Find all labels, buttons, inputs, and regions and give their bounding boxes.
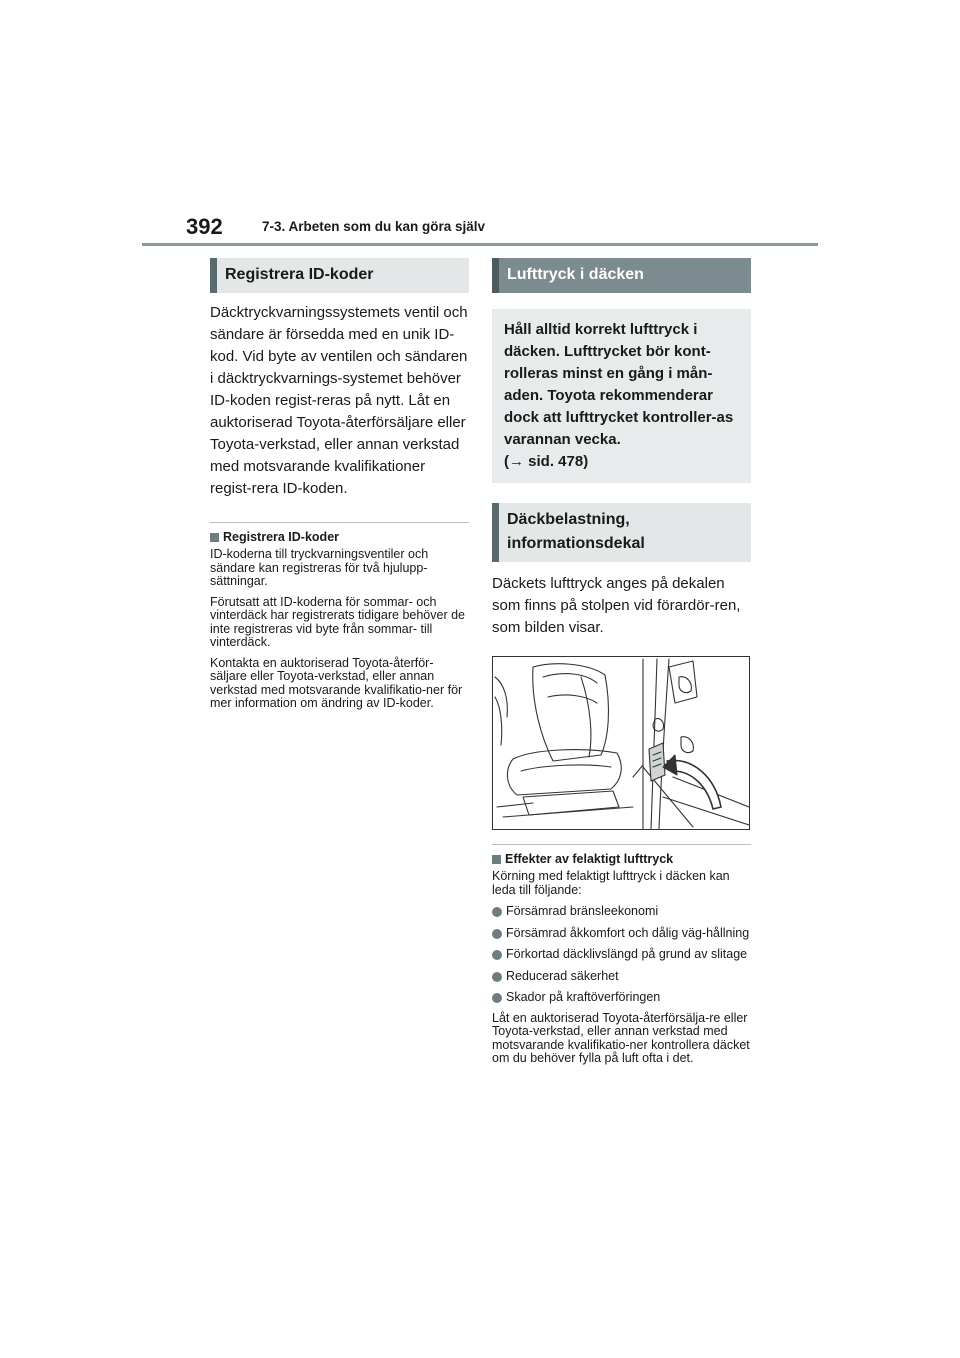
bullet-item (492, 927, 751, 941)
round-bullet-icon (492, 993, 502, 1003)
round-bullet-icon (492, 907, 502, 917)
section-heading-registrera: Registrera ID-koder (210, 258, 469, 293)
round-bullet-icon (492, 929, 502, 939)
callout-page-ref[interactable]: (→ sid. 478) (504, 453, 589, 470)
chapter-title: 7-3. Arbeten som du kan göra själv (262, 219, 486, 234)
note-paragraph: ID-koderna till tryckvarningsventiler och sändare kan registreras för två hjulupp-sättningar. (210, 547, 429, 588)
bullet-item (492, 991, 751, 1005)
page-number: 392 (186, 214, 223, 239)
note-intro: Körning med felaktigt lufttryck i däcken kan leda till följande: (492, 869, 730, 897)
square-bullet-icon (210, 533, 219, 542)
note-title: Registrera ID-koder (223, 530, 340, 544)
bullet-text: Försämrad åkkomfort och dålig väg-hållning (506, 925, 750, 940)
bullet-text: Försämrad bränsleekonomi (506, 904, 659, 918)
note-paragraph: Förutsatt att ID-koderna för sommar- och vinterdäck har registrerats tidigare behöver de inte registreras vid byte från sommar- till vinterdäck. (210, 594, 465, 649)
bullet-text: Förkortad däcklivslängd på grund av slitage (506, 947, 748, 961)
section-heading-dackbelastning: Däckbelastning, informationsdekal (492, 503, 751, 562)
left-column (210, 258, 469, 711)
note-title: Effekter av felaktigt lufttryck (505, 852, 674, 866)
round-bullet-icon (492, 950, 502, 960)
note-heading (210, 529, 469, 545)
bullet-text: Reducerad säkerhet (506, 968, 619, 983)
car-seat-door-drawing (493, 657, 749, 829)
bullet-item (492, 948, 751, 962)
round-bullet-icon (492, 972, 502, 982)
note-paragraph: Kontakta en auktoriserad Toyota-återför-säljare eller Toyota-verkstad, eller annan verkstad med motsvarande kvalifikatio-ner för mer information om ändring av ID-koder. (210, 655, 463, 710)
right-body-text: Däckets lufttryck anges på dekalen som finns på stolpen vid förardör-ren, som bilden visar. (492, 575, 741, 636)
note-outro: Låt en auktoriserad Toyota-återförsälja-re eller Toyota-verkstad, eller annan verkstad med motsvarande kvalifikatio-ner kontrollera däcket om du behöver fylla på luft ofta i det. (492, 1010, 750, 1065)
right-column (492, 258, 751, 1066)
note-divider (210, 522, 469, 523)
section-heading-lufttryck: Lufttryck i däcken (492, 258, 751, 293)
note-divider (492, 844, 751, 845)
bullet-item (492, 970, 751, 984)
bullet-item (492, 905, 751, 919)
left-body-text: Däcktryckvarningssystemets ventil och sändare är försedda med en unik ID-kod. Vid byte av ventilen och sändaren i däcktryckvarnings-systemet behöver ID-koden regist-reras på nytt. Låt en auktoriserad Toyota-återförsäljare eller Toyota-verkstad, eller annan verkstad med motsvarande kvalifikationer regist-rera ID-koden. (210, 304, 468, 497)
callout-box (492, 309, 751, 483)
header-divider (142, 243, 818, 246)
callout-text: Håll alltid korrekt lufttryck i däcken. Lufttrycket bör kont-rolleras minst en gång i mån-aden. Toyota rekommenderar dock att lufttrycket kontroller-as varannan vecka. (504, 321, 734, 448)
door-pillar-illustration (492, 656, 750, 830)
square-bullet-icon (492, 855, 501, 864)
note-heading (492, 851, 751, 867)
bullet-text: Skador på kraftöverföringen (506, 990, 661, 1004)
